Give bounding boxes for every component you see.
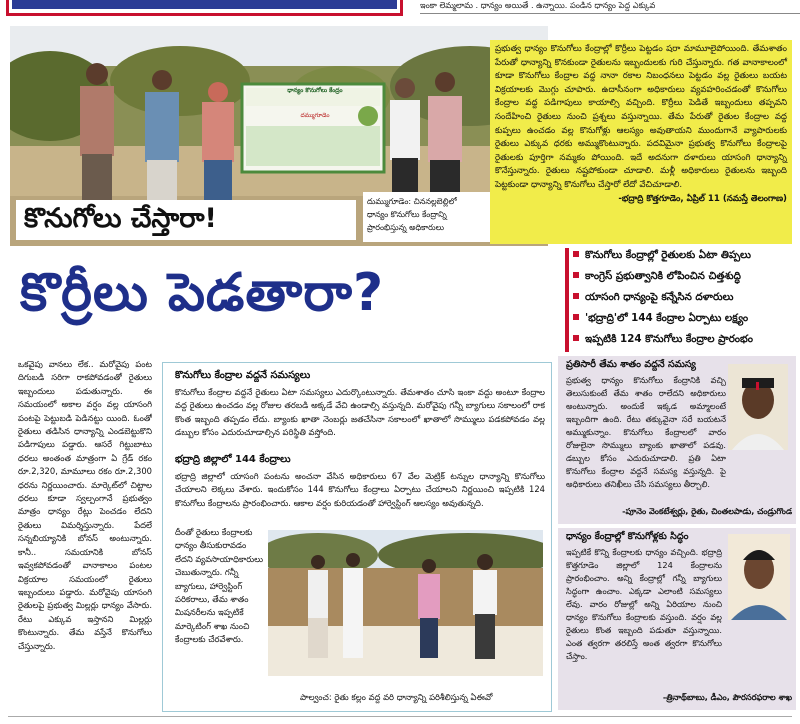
bullet-item: యాసంగి ధాన్యంపై కన్నేసిన దళారులు	[573, 290, 733, 304]
avatar-farmer	[728, 364, 788, 450]
bullet-item: కొనుగోలు కేంద్రాల్లో రైతులకు ఏటా తిప్పలు	[573, 248, 751, 262]
banner-line2: దమ్ముగూడెం	[300, 112, 330, 119]
headline: కొర్రీలు పెడతారా?	[20, 263, 385, 323]
kicker: కొనుగోలు చేస్తారా!	[24, 203, 217, 234]
left-column-text: ఒకవైపు వానలు లేక.. మరోవైపు పంట దిగుబడి సరిగా రాకపోవడంతో రైతులు ఇబ్బందులు పడుతున్నారు. ఈ సమయంలో అకాల వర్షం వల్ల యాసంగి పంటపై పెట్టుబడి పెడినట్టు యింది. ఓంతో రైతులు తడిసిన ధాన్యాన్ని ఎండబెట్టుకొని పడిగాపులు పడ్డారు. ఆసరే గిట్టుబాటు ధరలు అంతంత మాత్రంగా ఏ గ్రేడ్ రకం రూ.2,320, మామూలు రకం రూ.2,300 ధరను నిర్ణయించారు. మార్కెట్‌లో చిట్టాల ధరలు కూడా స్వల్పంగానే ప్రభుత్వం మాత్రం ధాన్యం రేట్లు పెంచడం లేదని రైతులు విమర్శిస్తున్నారు. పేదలే సన్నబియ్యానికి బోనస్ అంటున్నారు. కానీ.. సమయానికి బోనస్ ఇవ్వకపోవడంతో వానాకాలం పంటల విక్రయాల సమయంలో రైతులు ఇబ్బందులు పడ్డారు. మరోవైపు యాసంగి రైతులపై ప్రభుత్వ మిల్లర్లు ధాన్యం వేసారు. రేటు ఎక్కువ ఇస్తానని మిల్లర్లు కొంటున్నారు. తేమ వస్తేనే కొనుగోలు చేస్తున్నారు.	[18, 359, 152, 651]
bullet-square-icon	[573, 272, 579, 278]
caption-line3: ప్రారంభిస్తున్న అధికారులు	[367, 223, 445, 232]
testimonial2-text: ఇప్పటికే కొన్ని కేంద్రాలకు ధాన్యం వచ్చింది. భద్రాద్రి కొత్తగూడెం జిల్లాలో 124 కేంద్రాలను ప్రారంభించాం. అన్ని కేంద్రాల్లో గన్నీ బ్యాగులు సిద్ధంగా ఉంచాం. ఎక్కడా ఎలాంటి సమస్యలు లేవు. వారం రోజుల్లో అన్ని ఏరియాల నుంచి ధాన్యం కొనుగోలు కేంద్రాలకు వస్తుంది. వర్షం వల్ల రైతులు కొంత ఇబ్బంది పడుతూ వస్తున్నాయి. ఎంత త్వరగా తరలిస్తే అంత త్వరగా కొనుగోలు చేస్తాం.	[566, 547, 722, 661]
testimonial1-text: ప్రభుత్వ ధాన్యం కొనుగోలు కేంద్రానికి వచ్చి తెలుసుకుంటే తేమ శాతం రాలేదని అధికారులు అంటున్నారు. అందుకే ఇక్కడ అమ్మాలంటే ఇబ్బందిగా ఉంది. రేటు తక్కువైనా సరే బయటనే అమ్ముకున్నాం. కొనుగోలు కేంద్రాలలో వారం రోజులైనా సొమ్ములు బ్యాంకు ఖాతాలో పడవు. డబ్బుల కోసం ఎదురుచూడాలి. ప్రతి ఏటా కొనుగోలు కేంద్రాల వద్దనే సమస్య వస్తున్నది. పై అధికారులు తనిఖీలు చేసి సమస్యలు తీర్చాలి.	[566, 375, 726, 489]
testimonial1-title: ప్రతిసారీ తేమ శాతం వద్దనే సమస్య	[566, 359, 696, 370]
top-strip-text: ఇంకా లెమ్మలామ . ధాన్యం అయితే . ఉన్నాయి. పండిన ధాన్యం పెద్ద ఎక్కువ	[420, 0, 656, 10]
bullet-square-icon	[573, 293, 579, 299]
mid-section-body	[175, 386, 545, 444]
bullet-list	[565, 248, 793, 354]
left-column	[18, 358, 152, 706]
intro-dateline: -భద్రాద్రి కొత్తగూడెం, ఏప్రిల్ 11 (నమస్తే తెలంగాణ)	[618, 193, 787, 204]
testimonial2-body	[566, 546, 722, 684]
banner-line1: ధాన్యం కొనుగోలు కేంద్రం	[287, 87, 343, 94]
top-strip-left	[0, 0, 410, 22]
avatar-official	[728, 534, 790, 620]
bullet-accent-bar	[565, 248, 569, 352]
bottom-photo-scene	[268, 530, 543, 676]
mid-section-title: కొనుగోలు కేంద్రాల వద్దనే సమస్యలు	[175, 370, 311, 381]
bottom-photo-caption: పాల్వంచ: రైతు కల్లం వద్ద వరి ధాన్యాన్ని పరిశీలిస్తున్న ఏఈవో	[300, 692, 493, 702]
bullet-item: ఇప్పటికి 124 కొనుగోలు కేంద్రాల ప్రారంభం	[573, 332, 753, 346]
bottom-divider	[8, 716, 792, 717]
intro-box	[490, 40, 792, 244]
district-section-text: భద్రాద్రి జిల్లాలో యాసంగి పంటను అంచనా వేసిన అధికారులు 67 వేల మెట్రిక్ టన్నుల ధాన్యాన్ని కొనుగోలు చేయాలని లెక్కలు వేశారు. ఇందుకోసం 144 కొనుగోలు కేంద్రాలు ఏర్పాటు చేయాలని నిర్ణయించి ఇప్పటికి 124 కొనుగోలు కేంద్రాలను ప్రారంభించారు. ఆకాల వర్షం కురియడంతో హార్వెస్టింగ్ ఆలస్యం అవుతున్నది.	[175, 471, 545, 508]
bullet-item: 'భద్రాద్రి'లో 144 కేంద్రాల ఏర్పాటు లక్ష్యం	[573, 311, 748, 325]
caption-line1: దుమ్ముగూడెం: చిననల్లబెల్లిలో	[367, 197, 457, 206]
top-photo-caption	[363, 192, 491, 242]
district-section-text2: దీంతో రైతులు కేంద్రాలకు ధాన్యం తీసుకురావడం లేదని వ్యవసాయాధికారులు చెబుతున్నారు. గన్నీ బ్యాగులు, హార్వెస్టింగ్ పరికరాలు, తేమ శాతం మిషనరీలను ఇప్పటికే మార్కెటింగ్ శాఖ నుంచి కేంద్రాలకు చేరవేశారు.	[175, 527, 263, 645]
district-section-body2	[175, 526, 263, 674]
bullet-square-icon	[573, 335, 579, 341]
divider	[420, 13, 800, 14]
testimonial1-signature: -పూనెం వెంకటేశ్వర్లు, రైతు, చింతలపాడు, చండ్రుగొండ	[622, 506, 792, 516]
testimonial2-title: ధాన్యం కేంద్రాల్లో కొనుగోళ్లకు సిద్ధం	[566, 531, 689, 542]
mid-section-text: కొనుగోలు కేంద్రాల వద్దనే రైతులు ఏటా సమస్యలు ఎదుర్కొంటున్నారు. తేమశాతం చూసి ఇంకా వద్దు అంటూ కేంద్రాల వద్ద రైతులు ఉంచడం వల్ల రోజుల తరబడి అక్కడే వేచి ఉండాల్సి వస్తున్నది. మరోవైపు గన్నీ బ్యాగులు సకాలంలో రాక కొంత ఇబ్బంది తప్పడం లేదు. బ్యాంకు ఖాతా నెంబర్లు జతచేసినా సకాలంలో ఖాతాలో సొమ్ములు పడకపోవడం వల్ల డబ్బుల కోసం ఎదురుచూడాల్సిన పరిస్థితి వస్తోంది.	[175, 387, 545, 438]
bottom-photo	[268, 530, 543, 676]
district-section-body	[175, 470, 545, 526]
caption-line2: ధాన్యం కొనుగోలు కేంద్రాన్ని	[367, 210, 447, 219]
kicker-box	[16, 200, 356, 240]
testimonial2-signature: -త్రినాథ్‌బాబు, డీఎం, పౌరసరఫరాల శాఖ	[662, 692, 792, 702]
bullet-square-icon	[573, 251, 579, 257]
official-avatar-icon	[728, 534, 790, 620]
farmer-avatar-icon	[728, 364, 788, 450]
bullet-square-icon	[573, 314, 579, 320]
bullet-item: కాంగ్రెస్ ప్రభుత్వానికి లోపించిన చిత్తశుద్ధి	[573, 269, 741, 283]
headline-block	[10, 250, 570, 340]
district-section-title: భద్రాద్రి జిల్లాలో 144 కేంద్రాలు	[175, 454, 291, 465]
testimonial1-body	[566, 374, 726, 502]
intro-text: ప్రభుత్వ ధాన్యం కొనుగోలు కేంద్రాల్లో కొర్రీలు పెట్టడం షరా మామూలైపోయింది. తేమశాతం పేరుతో ధాన్యాన్ని కొనకుండా రైతులను ఇబ్బందులకు గురి చేస్తున్నారు. గత వానాకాలంలో కూడా కొనుగోలు కేంద్రాల వద్ద నానా రకాల నిబంధనలు పెట్టడం వల్ల రైతులు బయట విక్రయాలకు మొగ్గు చూపారు. ఉదాసీనంగా అధికారులు వ్యవహరించడంతో కొనుగోలు కేంద్రాల వద్ద పడిగాపులు కాయాల్సి వచ్చింది. కొర్రీలు పెడితే ఇబ్బందులు తప్పవని సందేహించి రైతులు నుంచి ప్రశ్నలు వస్తున్నాయి. తేమ పేరుతో రైతుల కేంద్రాల వద్ద కుప్పలు ఉంచడం వల్ల కొనుగోళ్లు ఆలస్యం అవుతాయని ముందుగానే వ్యాపారులకు రైతులు ఎక్కువ ధరకు అమ్ముకొంటున్నారు. పదవిమైనా ప్రభుత్వ కొనుగోలు కేంద్రాలపై రైతులకు పూర్తిగా నమ్మకం పోయింది. ఇదే అదనుగా దళారులు యాసంగి ధాన్యాన్ని కొనేస్తున్నారు. రైతులు నష్టపోకుండా చూడాలి. మళ్లీ అధికారులు రైతులను ఇబ్బంది పెట్టకుండా ధాన్యాన్ని కొనుగోలు చేస్తారో లేదో వేచిచూడాలి.	[495, 44, 787, 190]
